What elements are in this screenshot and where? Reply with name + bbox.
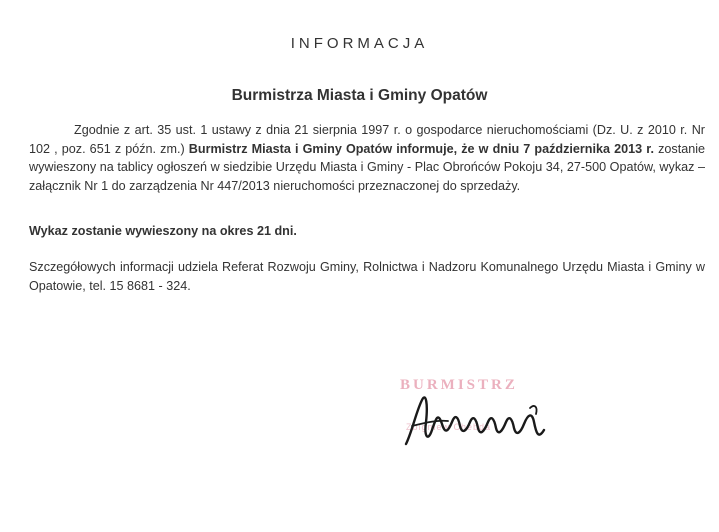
document-title: INFORMACJA <box>290 35 429 52</box>
paragraph-main-bold: Burmistrz Miasta i Gminy Opatów informuje, że w dniu 7 października 2013 r. <box>188 141 654 156</box>
stamp-subtext: Zbigniew Chebda <box>406 422 492 432</box>
document-subtitle: Burmistrza Miasta i Gminy Opatów <box>231 87 488 104</box>
paragraph-main-text-a: Zgodnie z art. 35 ust. 1 ustawy z dnia 21 sierpnia 1997 r. o gospodarce nieruchomościami (Dz. U. z 2010 r. Nr 102 , poz. 651 z późn. zm.) <box>29 123 705 156</box>
signature-icon <box>398 382 558 457</box>
paragraph-main <box>29 121 705 195</box>
paragraph-contact: Szczegółowych informacji udziela Referat Rozwoju Gminy, Rolnictwa i Nadzoru Komunalnego Urzędu Miasta i Gminy w Opatowie, tel. 15 8681 - 324. <box>29 260 705 293</box>
paragraph-period: Wykaz zostanie wywieszony na okres 21 dni. <box>29 224 297 238</box>
paragraph-main-text-b: zostanie wywieszony na tablicy ogłoszeń w siedzibie Urzędu Miasta i Gminy - Plac Obrońców Pokoju 34, 27-500 Opatów, wykaz – załącznik Nr 1 do zarządzenia Nr 447/2013 nieruchomości przeznaczonej do sprzedaży. <box>29 141 705 193</box>
stamp-title: BURMISTRZ <box>400 377 518 393</box>
